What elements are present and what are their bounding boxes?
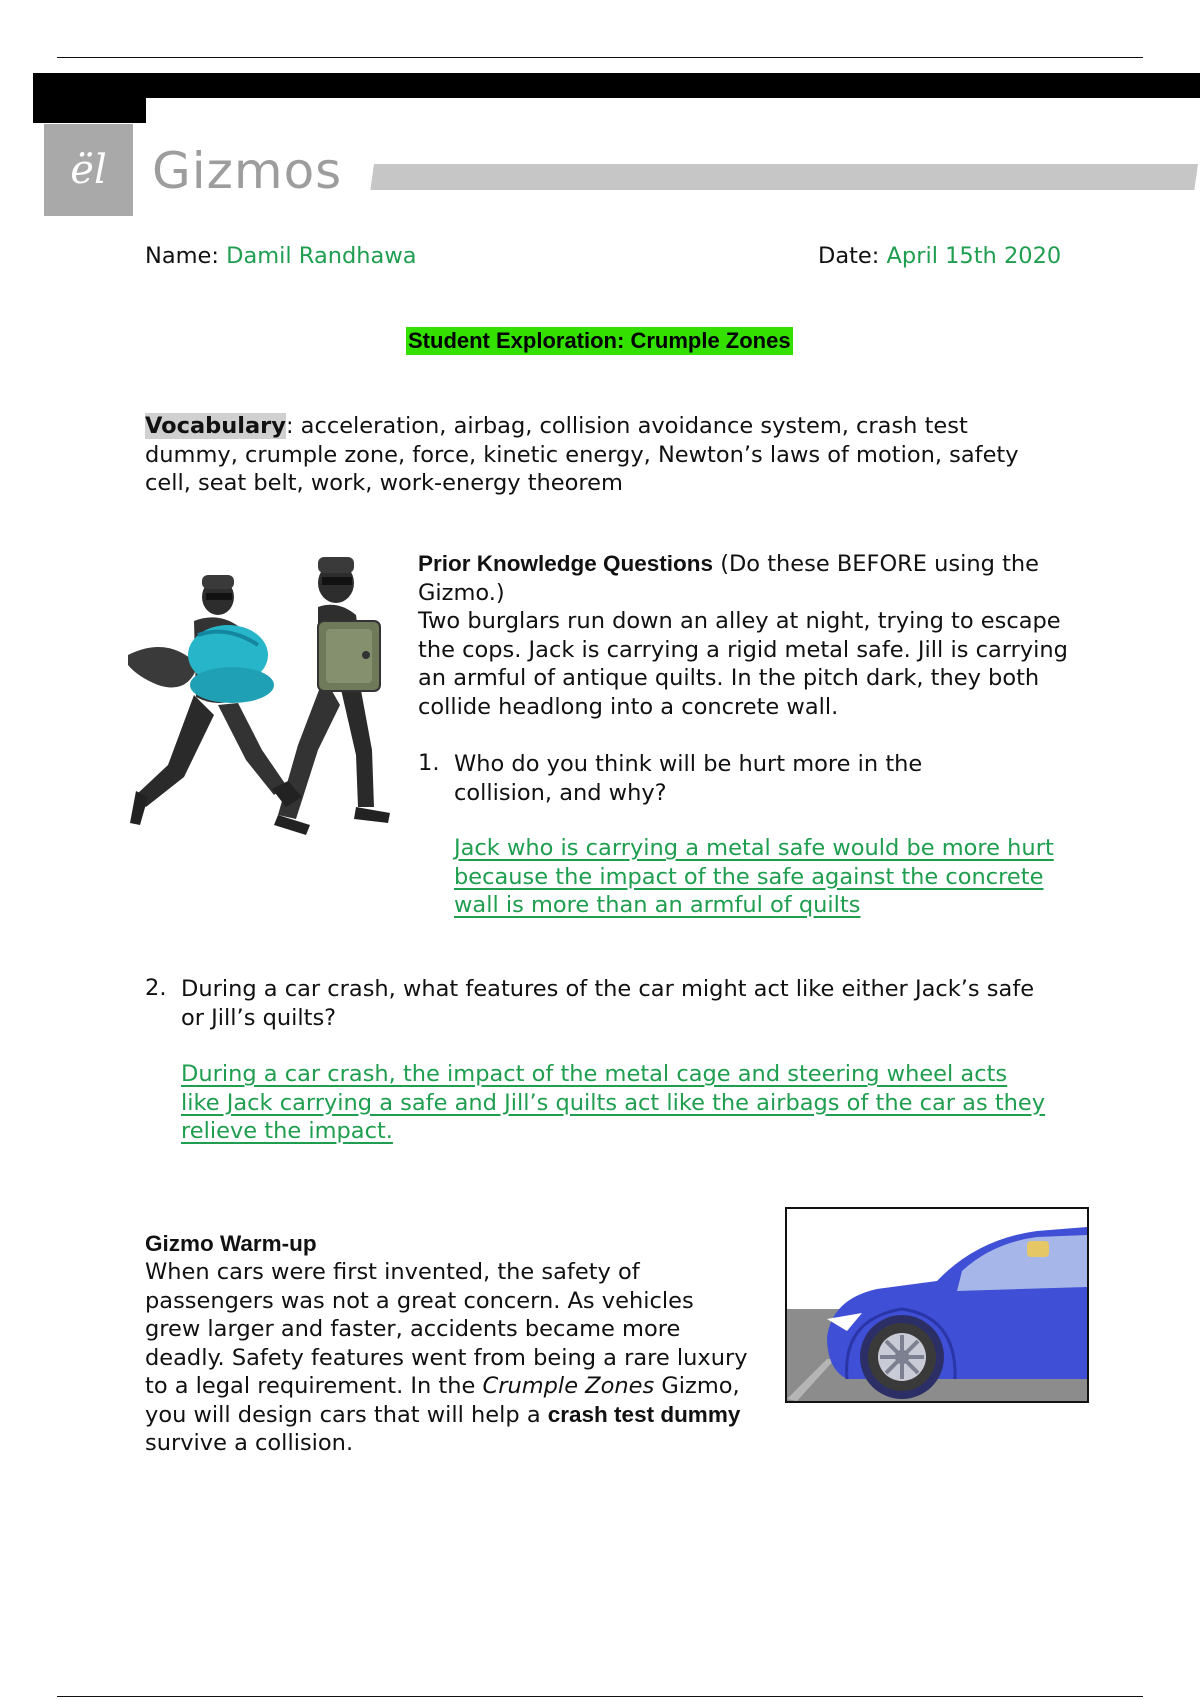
name-line [145,242,417,271]
vocabulary-label: Vocabulary [145,413,286,439]
top-rule [57,57,1143,58]
prior-knowledge-note: (Do these BEFORE using the Gizmo.) [418,551,1040,606]
name-label: Name: [145,243,227,269]
question-1-answer[interactable]: Jack who is carrying a metal safe would be more hurt because the impact of the safe against the concrete wall is more than an armful of quilts [454,835,1054,918]
car-illustration [785,1207,1089,1403]
prior-knowledge-intro: Two burglars run down an alley at night, trying to escape the cops. Jack is carrying a rigid metal safe. Jill is carrying an armful of antique quilts. In the pitch dark, they both collide headlong into a concrete wall. [418,608,1068,720]
question-2-answer[interactable]: During a car crash, the impact of the metal cage and steering wheel acts like Jack carrying a safe and Jill’s quilts act like the airbags of the car as they relieve the impact. [181,1061,1046,1144]
header-black-bar [33,73,1200,98]
header-black-tab [33,73,146,123]
jill-figure [128,575,302,825]
date-label: Date: [818,243,887,269]
logo-wordmark: Gizmos [152,142,343,200]
date-line [818,242,1061,271]
name-value: Damil Randhawa [226,243,417,269]
logo-mark: ël [70,147,107,193]
car-svg [787,1209,1087,1401]
warmup-text-2: Gizmo, you will design cars that will help a [145,1373,740,1428]
prior-knowledge-heading [418,550,1068,607]
warmup-bold: crash test dummy [547,1401,741,1427]
date-value: April 15th 2020 [886,243,1062,269]
warmup-italic: Crumple Zones [482,1373,655,1399]
warmup-paragraph [145,1258,750,1458]
explorelearning-logo [44,124,133,216]
warmup-text-1: When cars were first invented, the safety of passengers was not a great concern. As vehicles grew larger and faster, accidents became more deadly. Safety features went from being a rare luxury to a legal requirement. In the [145,1259,748,1399]
warmup-heading: Gizmo Warm-up [145,1231,317,1256]
question-2-number: 2. [145,975,167,1001]
page-title: Student Exploration: Crumple Zones [408,328,791,353]
vocabulary-paragraph [145,412,1025,498]
prior-knowledge-title: Prior Knowledge Questions [418,551,714,576]
warmup-text-3: survive a collision. [145,1430,354,1456]
vocabulary-terms: : acceleration, airbag, collision avoidance system, crash test dummy, crumple zone, force, kinetic energy, Newton’s laws of motion, safety cell, seat belt, work, work-energy theorem [145,413,1019,496]
bottom-rule [57,1696,1143,1697]
burglars-illustration [128,545,398,840]
logo-stripe [370,164,1198,190]
question-1-number: 1. [418,750,440,776]
question-1-text: Who do you think will be hurt more in the collision, and why? [454,751,923,806]
question-2-text: During a car crash, what features of the car might act like either Jack’s safe or Jill’s quilts? [181,976,1035,1031]
